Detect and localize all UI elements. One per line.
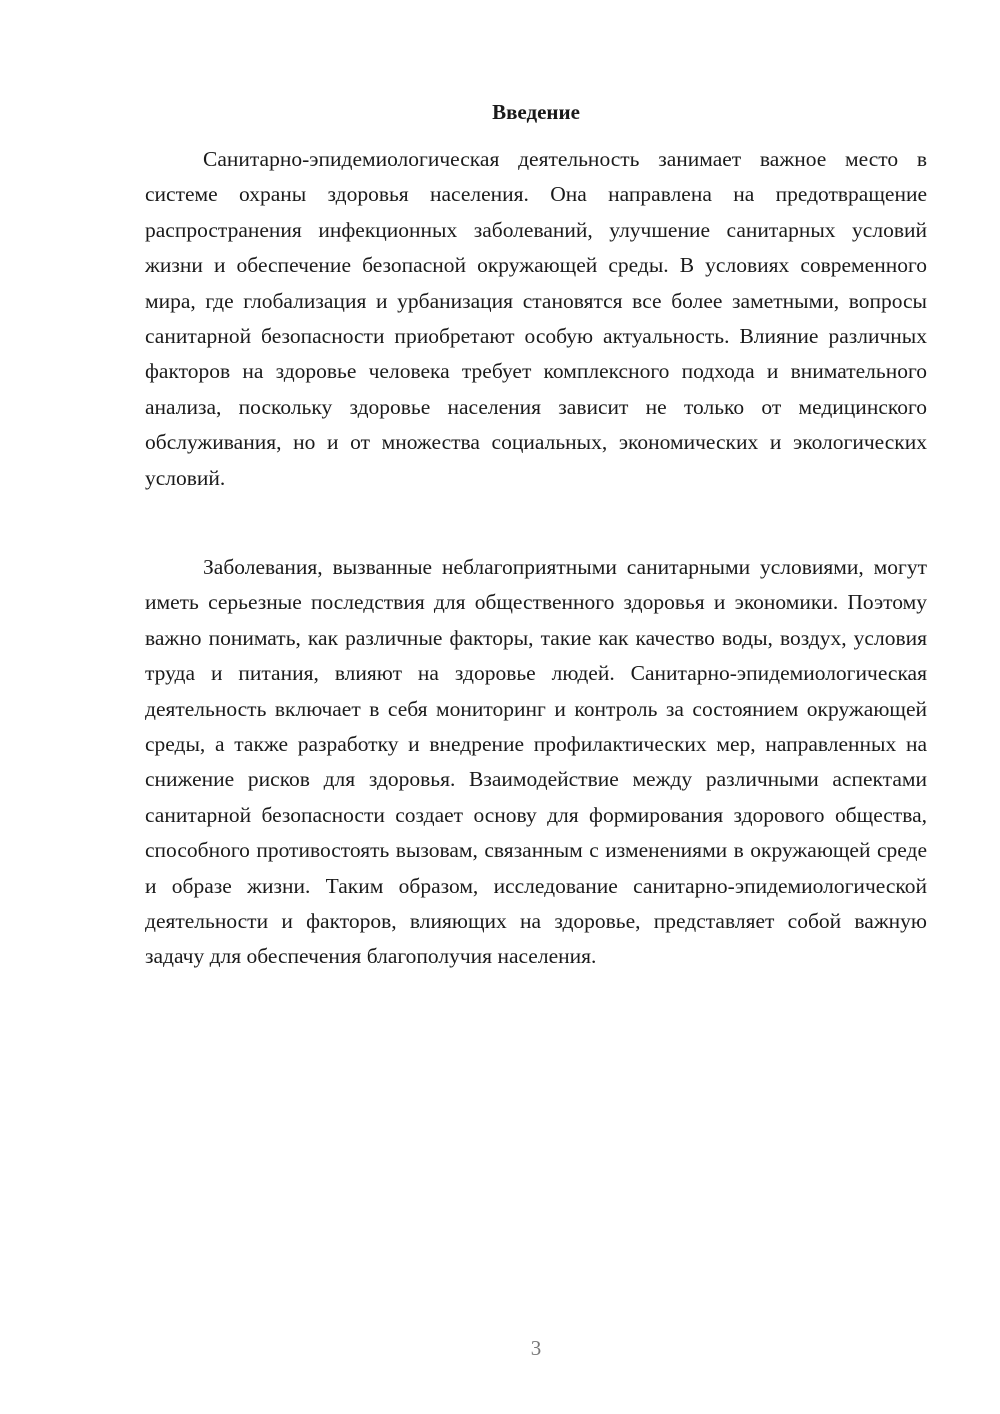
- paragraph-1: Санитарно-эпидемиологическая деятельность занимает важное место в системе охраны здоровья населения. Она направлена на предотвращение распространения инфекционных заболеваний, улучшение санитарных условий жизни и обеспечение безопасной окружающей среды. В условиях современного мира, где глобализация и урбанизация становятся все более заметными, вопросы санитарной безопасности приобретают особую актуальность. Влияние различных факторов на здоровье человека требует комплексного подхода и внимательного анализа, поскольку здоровье населения зависит не только от медицинского обслуживания, но и от множества социальных, экономических и экологических условий.: [145, 147, 927, 490]
- page-number: 3: [530, 1336, 542, 1360]
- page-title: Введение: [492, 100, 580, 124]
- paragraph-2: Заболевания, вызванные неблагоприятными санитарными условиями, могут иметь серьезные последствия для общественного здоровья и экономики. Поэтому важно понимать, как различные факторы, такие как качество воды, воздух, условия труда и питания, влияют на здоровье людей. Санитарно-эпидемиологическая деятельность включает в себя мониторинг и контроль за состоянием окружающей среды, а также разработку и внедрение профилактических мер, направленных на снижение рисков для здоровья. Взаимодействие между различными аспектами санитарной безопасности создает основу для формирования здорового общества, способного противостоять вызовам, связанным с изменениями в окружающей среде и образе жизни. Таким образом, исследование санитарно-эпидемиологической деятельности и факторов, влияющих на здоровье, представляет собой важную задачу для обеспечения благополучия населения.: [145, 555, 927, 969]
